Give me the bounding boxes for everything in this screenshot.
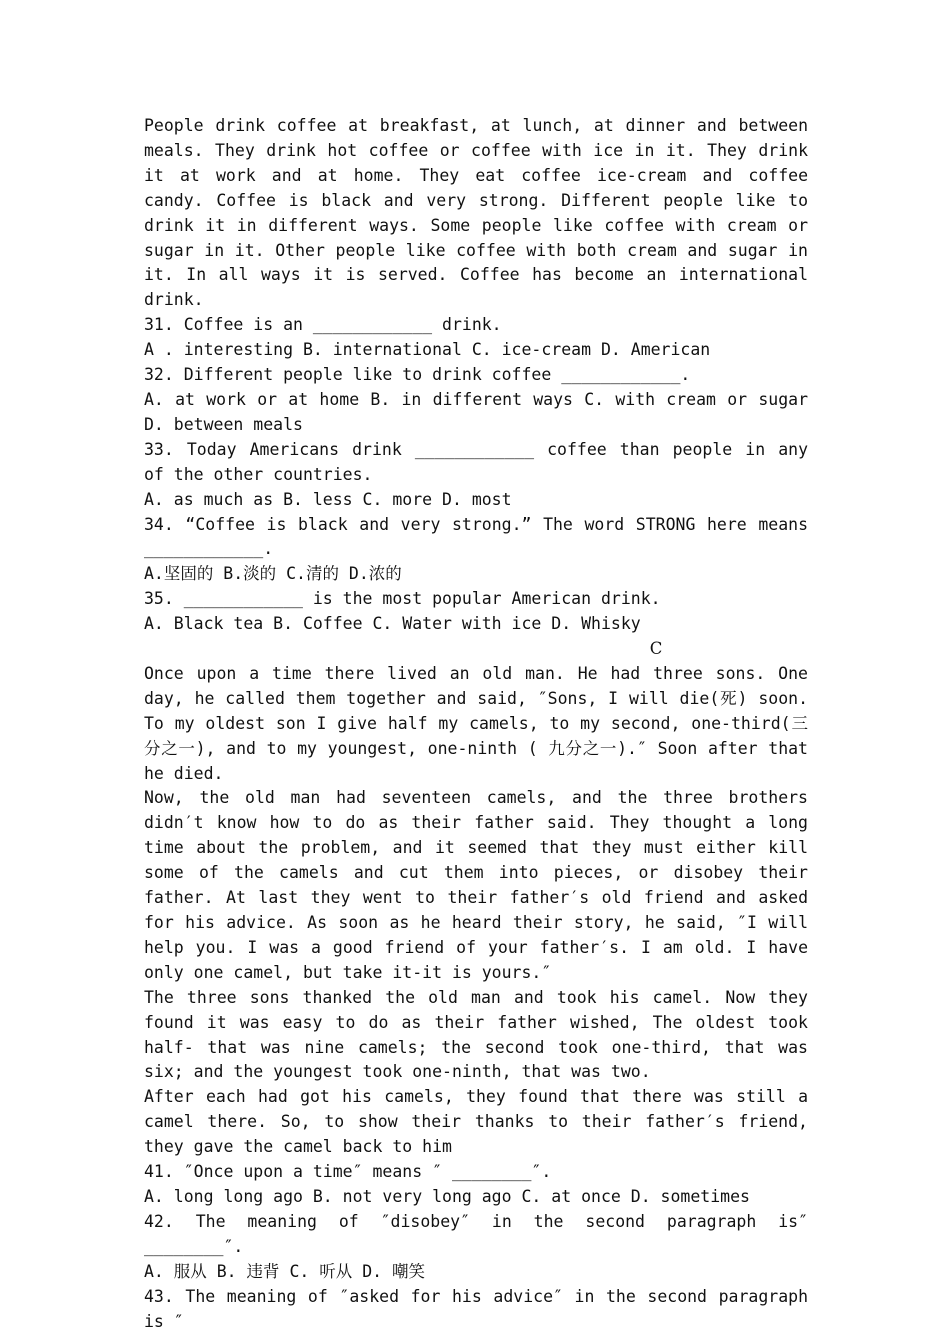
document-page xyxy=(144,114,808,1334)
question-33-stem: 33. Today Americans drink ____________ coffee than people in any of the other countries. xyxy=(144,439,808,484)
question-35-options: A. Black tea B. Coffee C. Water with ice D. Whisky xyxy=(144,614,641,634)
question-34-stem: 34. “Coffee is black and very strong.” The word STRONG here means ____________. xyxy=(144,514,808,559)
question-31-options: A . interesting B. international C. ice-cream D. American xyxy=(144,340,711,360)
passage-c-paragraph-1: Once upon a time there lived an old man. He had three sons. One day, he called them together and said, ″Sons, I will die(死) soon. To my oldest son I give half my camels, to my second, one-third(三分之一), and to my youngest, one-ninth ( 九分之一).″ Soon after that he died. xyxy=(144,663,809,783)
question-33-options: A. as much as B. less C. more D. most xyxy=(144,489,512,509)
question-31-stem: 31. Coffee is an ____________ drink. xyxy=(144,315,502,335)
question-34-options: A.坚固的 B.淡的 C.清的 D.浓的 xyxy=(144,564,402,584)
question-32-options: A. at work or at home B. in different ways C. with cream or sugar D. between meals xyxy=(144,389,808,434)
passage-c-paragraph-4: After each had got his camels, they found that there was still a camel there. So, to show their thanks to their father′s friend, they gave the camel back to him xyxy=(144,1087,808,1157)
passage-b-paragraph: People drink coffee at breakfast, at lunch, at dinner and between meals. They drink hot coffee or coffee with ice in it. They drink it at work and at home. They eat coffee ice-cream and coffee candy. Coffee is black and very strong. Different people like to drink it in different ways. Some people like coffee with cream or sugar in it. Other people like coffee with both cream and sugar in it. In all ways it is served. Coffee has become an international drink. xyxy=(144,116,808,310)
question-43-stem: 43. The meaning of ″asked for his advice″ in the second paragraph is ″ xyxy=(144,1286,808,1331)
passage-c-paragraph-3: The three sons thanked the old man and took his camel. Now they found it was easy to do as their father wished, The oldest took half- that was nine camels; the second took one-third, that was six; and the youngest took one-ninth, that was two. xyxy=(144,987,808,1082)
question-42-options: A. 服从 B. 违背 C. 听从 D. 嘲笑 xyxy=(144,1261,426,1281)
question-42-stem: 42. The meaning of ″disobey″ in the second paragraph is″ ________″. xyxy=(144,1211,808,1256)
question-32-stem: 32. Different people like to drink coffee ____________. xyxy=(144,365,691,385)
passage-c-paragraph-2: Now, the old man had seventeen camels, and the three brothers didn′t know how to do as their father said. They thought a long time about the problem, and it seemed that they must either kill some of the camels and cut them into pieces, or disobey their father. At last they went to their father′s old friend and asked for his advice. As soon as he heard their story, he said, ″I will help you. I was a good friend of your father′s. I am old. I have only one camel, but take it-it is yours.″ xyxy=(144,788,808,982)
question-41-options: A. long long ago B. not very long ago C. at once D. sometimes xyxy=(144,1186,750,1206)
question-41-stem: 41. ″Once upon a time″ means ″ ________″. xyxy=(144,1162,552,1182)
section-c-heading: C xyxy=(649,639,663,659)
question-35-stem: 35. ____________ is the most popular American drink. xyxy=(144,589,661,609)
